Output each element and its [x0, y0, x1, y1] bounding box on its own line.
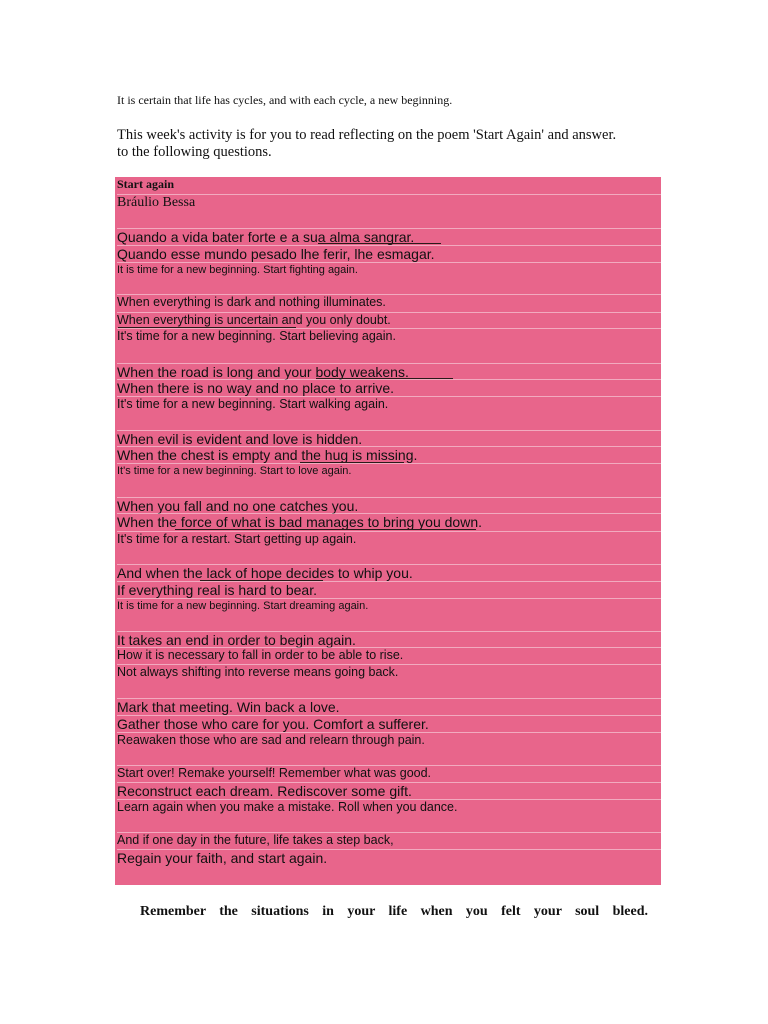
- poem-line: And when the lack of hope decides to whip you.: [117, 564, 661, 581]
- poem-line: How it is necessary to fall in order to be able to rise.: [117, 647, 661, 663]
- intro-line-1: It is certain that life has cycles, and with each cycle, a new beginning.: [117, 93, 453, 107]
- poem-line: If everything real is hard to bear.: [117, 581, 661, 598]
- underline-mark: [300, 462, 404, 463]
- poem-box: [115, 177, 661, 885]
- poem-line: Mark that meeting. Win back a love.: [117, 698, 661, 715]
- underline-mark: [318, 243, 441, 244]
- underline-mark: [316, 378, 453, 379]
- poem-line: When there is no way and no place to arrive.: [117, 379, 661, 396]
- poem-line: Learn again when you make a mistake. Roll when you dance.: [117, 799, 661, 815]
- poem-line: It is time for a new beginning. Start fighting again.: [117, 262, 661, 277]
- poem-line: It's time for a restart. Start getting up again.: [117, 531, 661, 547]
- poem-line: Start over! Remake yourself! Remember what was good.: [117, 765, 661, 781]
- intro-line-3: to the following questions.: [117, 144, 272, 160]
- poem-line: It takes an end in order to begin again.: [117, 631, 661, 648]
- poem-line: Not always shifting into reverse means going back.: [117, 664, 661, 680]
- underline-mark: [118, 327, 296, 328]
- closing-line: Remember the situations in your life when you felt your soul bleed.: [140, 904, 648, 919]
- poem-line: Gather those who care for you. Comfort a sufferer.: [117, 715, 661, 732]
- poem-line: It's time for a new beginning. Start walking again.: [117, 396, 661, 412]
- intro-paragraph: [117, 127, 657, 161]
- poem-line: Reconstruct each dream. Rediscover some gift.: [117, 782, 661, 799]
- poem-line: It's time for a new beginning. Start to love again.: [117, 463, 661, 478]
- poem-line: When the chest is empty and the hug is missing.: [117, 446, 661, 463]
- underline-mark: [200, 580, 323, 581]
- poem-line: Quando esse mundo pesado lhe ferir, lhe esmagar.: [117, 245, 661, 262]
- poem-line: When everything is dark and nothing illuminates.: [117, 294, 661, 310]
- poem-line: It is time for a new beginning. Start dreaming again.: [117, 598, 661, 613]
- poem-line: Quando a vida bater forte e a sua alma sangrar.: [117, 228, 661, 245]
- intro-line-2: This week's activity is for you to read reflecting on the poem 'Start Again' and answer.: [117, 127, 617, 143]
- poem-author: Bráulio Bessa: [117, 194, 661, 211]
- poem-line: When the road is long and your body weakens.: [117, 363, 661, 380]
- poem-title: Start again: [117, 177, 174, 191]
- poem-line: Reawaken those who are sad and relearn through pain.: [117, 732, 661, 748]
- poem-line: When the force of what is bad manages to bring you down.: [117, 513, 661, 530]
- underline-mark: [175, 529, 476, 530]
- poem-line: Regain your faith, and start again.: [117, 849, 661, 866]
- poem-line: It's time for a new beginning. Start believing again.: [117, 328, 661, 344]
- poem-line: And if one day in the future, life takes a step back,: [117, 832, 661, 848]
- poem-line: When everything is uncertain and you only doubt.: [117, 312, 661, 328]
- poem-line: When you fall and no one catches you.: [117, 497, 661, 514]
- poem-line: When evil is evident and love is hidden.: [117, 430, 661, 447]
